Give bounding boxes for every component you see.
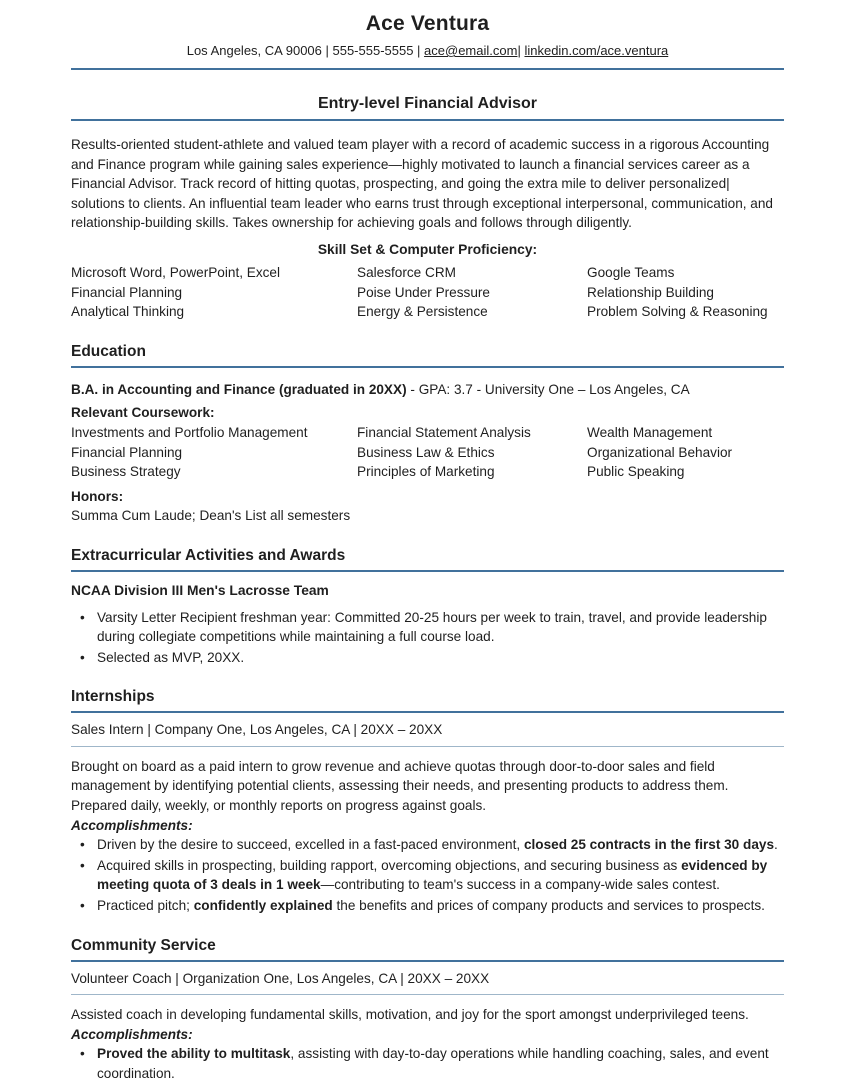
linkedin-link[interactable]: linkedin.com/ace.ventura <box>524 43 669 58</box>
skill-item: Problem Solving & Reasoning <box>587 304 768 320</box>
skills-column-1 <box>71 263 357 322</box>
skills-heading: Skill Set & Computer Proficiency: <box>317 241 538 257</box>
bullet-item <box>71 1044 784 1083</box>
coursework-column-1 <box>71 423 357 482</box>
bullet-item <box>71 856 784 895</box>
skill-item: Poise Under Pressure <box>357 284 490 300</box>
extracurricular-heading: Extracurricular Activities and Awards <box>71 547 784 572</box>
coursework-label: Relevant Coursework: <box>71 405 215 421</box>
skill-item: Financial Planning <box>71 284 183 300</box>
bullet-bold-text: evidenced by meeting quota of 3 deals in 1 week <box>97 857 768 893</box>
coursework-item: Organizational Behavior <box>587 444 733 460</box>
coursework-item: Investments and Portfolio Management <box>71 424 308 440</box>
bullet-text: —contributing to team's success in a company-wide sales contest. <box>320 877 720 893</box>
extracurricular-bullet-list <box>71 608 784 668</box>
bullet-bold-text: Proved the ability to multitask <box>97 1046 291 1062</box>
resume-header <box>71 12 784 70</box>
bullet-text: . <box>774 837 778 853</box>
skills-column-2 <box>357 263 587 322</box>
skill-item: Google Teams <box>587 264 675 280</box>
internships-heading: Internships <box>71 688 784 713</box>
bullet-bold-text: confidently explained <box>193 898 333 914</box>
coursework-column-2 <box>357 423 587 482</box>
community-service-heading: Community Service <box>71 937 784 962</box>
candidate-name: Ace Ventura <box>365 12 490 35</box>
team-name: NCAA Division III Men's Lacrosse Team <box>71 582 329 598</box>
coursework-column-3 <box>587 423 784 482</box>
internship-bullet-list <box>71 835 784 915</box>
internship-description: Brought on board as a paid intern to grow revenue and achieve quotas through door-to-door sales and field management by identifying potential clients, assessing their needs, and presenting products to address them. Prepared daily, weekly, or monthly reports on progress against goals. <box>71 758 729 814</box>
degree-details: - GPA: 3.7 - University One – Los Angeles, CA <box>406 381 690 397</box>
skill-item: Relationship Building <box>587 284 714 300</box>
extracurricular-section <box>71 547 784 667</box>
contact-prefix: Los Angeles, CA 90006 | 555-555-5555 | <box>186 43 425 58</box>
internships-section <box>71 688 784 915</box>
honors-text: Summa Cum Laude; Dean's List all semesters <box>71 508 351 524</box>
bullet-item: • Selected as MVP, 20XX. <box>71 648 784 668</box>
coursework-grid <box>71 423 784 482</box>
summary-paragraph: Results-oriented student-athlete and valued team player with a record of academic success in a rigorous Accounting and Finance program while gaining sales experience—highly motivated to launch a financial services career as a Financial Advisor. Track record of hitting quotas, prospecting, and going the extra mile to deliver personalized| solutions to clients. An influential team leader who earns trust through exceptional interpersonal, communication, and relationship-building skills. Takes ownership for achieving goals and follows through diligently. <box>71 137 773 231</box>
coursework-item: Principles of Marketing <box>357 464 495 480</box>
bullet-item <box>71 835 784 855</box>
job-title-headline: Entry-level Financial Advisor <box>71 95 784 121</box>
email-link[interactable]: ace@email.com <box>424 43 518 58</box>
bullet-text: , assisting with day-to-day operations while handling coaching, sales, and event coordination. <box>97 1046 769 1081</box>
bullet-text: the benefits and prices of company products and services to prospects. <box>332 898 765 914</box>
education-section <box>71 343 784 526</box>
bullet-item: • Varsity Letter Recipient freshman year: Committed 20-25 hours per week to train, travel, and provide leadership during collegiate competitions while maintaining a full course load. <box>71 608 784 647</box>
community-description: Assisted coach in developing fundamental skills, motivation, and joy for the sport amongst underprivileged teens. <box>71 1007 749 1023</box>
bullet-item <box>71 896 784 916</box>
community-bullet-list <box>71 1044 784 1083</box>
skills-column-3 <box>587 263 784 322</box>
honors-label: Honors: <box>71 488 124 504</box>
coursework-item: Business Law & Ethics <box>357 444 495 460</box>
bullet-text: Practiced pitch; <box>97 898 194 914</box>
degree-line <box>71 380 784 400</box>
coursework-item: Public Speaking <box>587 464 685 480</box>
skill-item: Energy & Persistence <box>357 304 488 320</box>
bullet-text: Driven by the desire to succeed, excelled in a fast-paced environment, <box>97 837 524 853</box>
bullet-text: Acquired skills in prospecting, building rapport, overcoming objections, and securing business as <box>97 857 682 873</box>
education-heading: Education <box>71 343 784 368</box>
contact-separator: | <box>517 43 525 58</box>
accomplishments-label: Accomplishments: <box>71 817 193 833</box>
community-service-section <box>71 937 784 1084</box>
degree-title: B.A. in Accounting and Finance (graduated in 20XX) <box>71 381 407 397</box>
skill-item: Analytical Thinking <box>71 304 185 320</box>
coursework-item: Business Strategy <box>71 464 181 480</box>
coursework-item: Financial Statement Analysis <box>357 424 531 440</box>
coursework-item: Wealth Management <box>587 424 713 440</box>
community-role-line: Volunteer Coach | Organization One, Los Angeles, CA | 20XX – 20XX <box>71 969 784 996</box>
accomplishments-label: Accomplishments: <box>71 1026 193 1042</box>
skill-item: Salesforce CRM <box>357 264 456 280</box>
contact-line <box>71 43 784 70</box>
skills-grid <box>71 263 784 322</box>
internship-role-line: Sales Intern | Company One, Los Angeles, CA | 20XX – 20XX <box>71 720 784 747</box>
coursework-item: Financial Planning <box>71 444 183 460</box>
bullet-bold-text: closed 25 contracts in the first 30 days <box>523 837 775 853</box>
skill-item: Microsoft Word, PowerPoint, Excel <box>71 264 281 280</box>
